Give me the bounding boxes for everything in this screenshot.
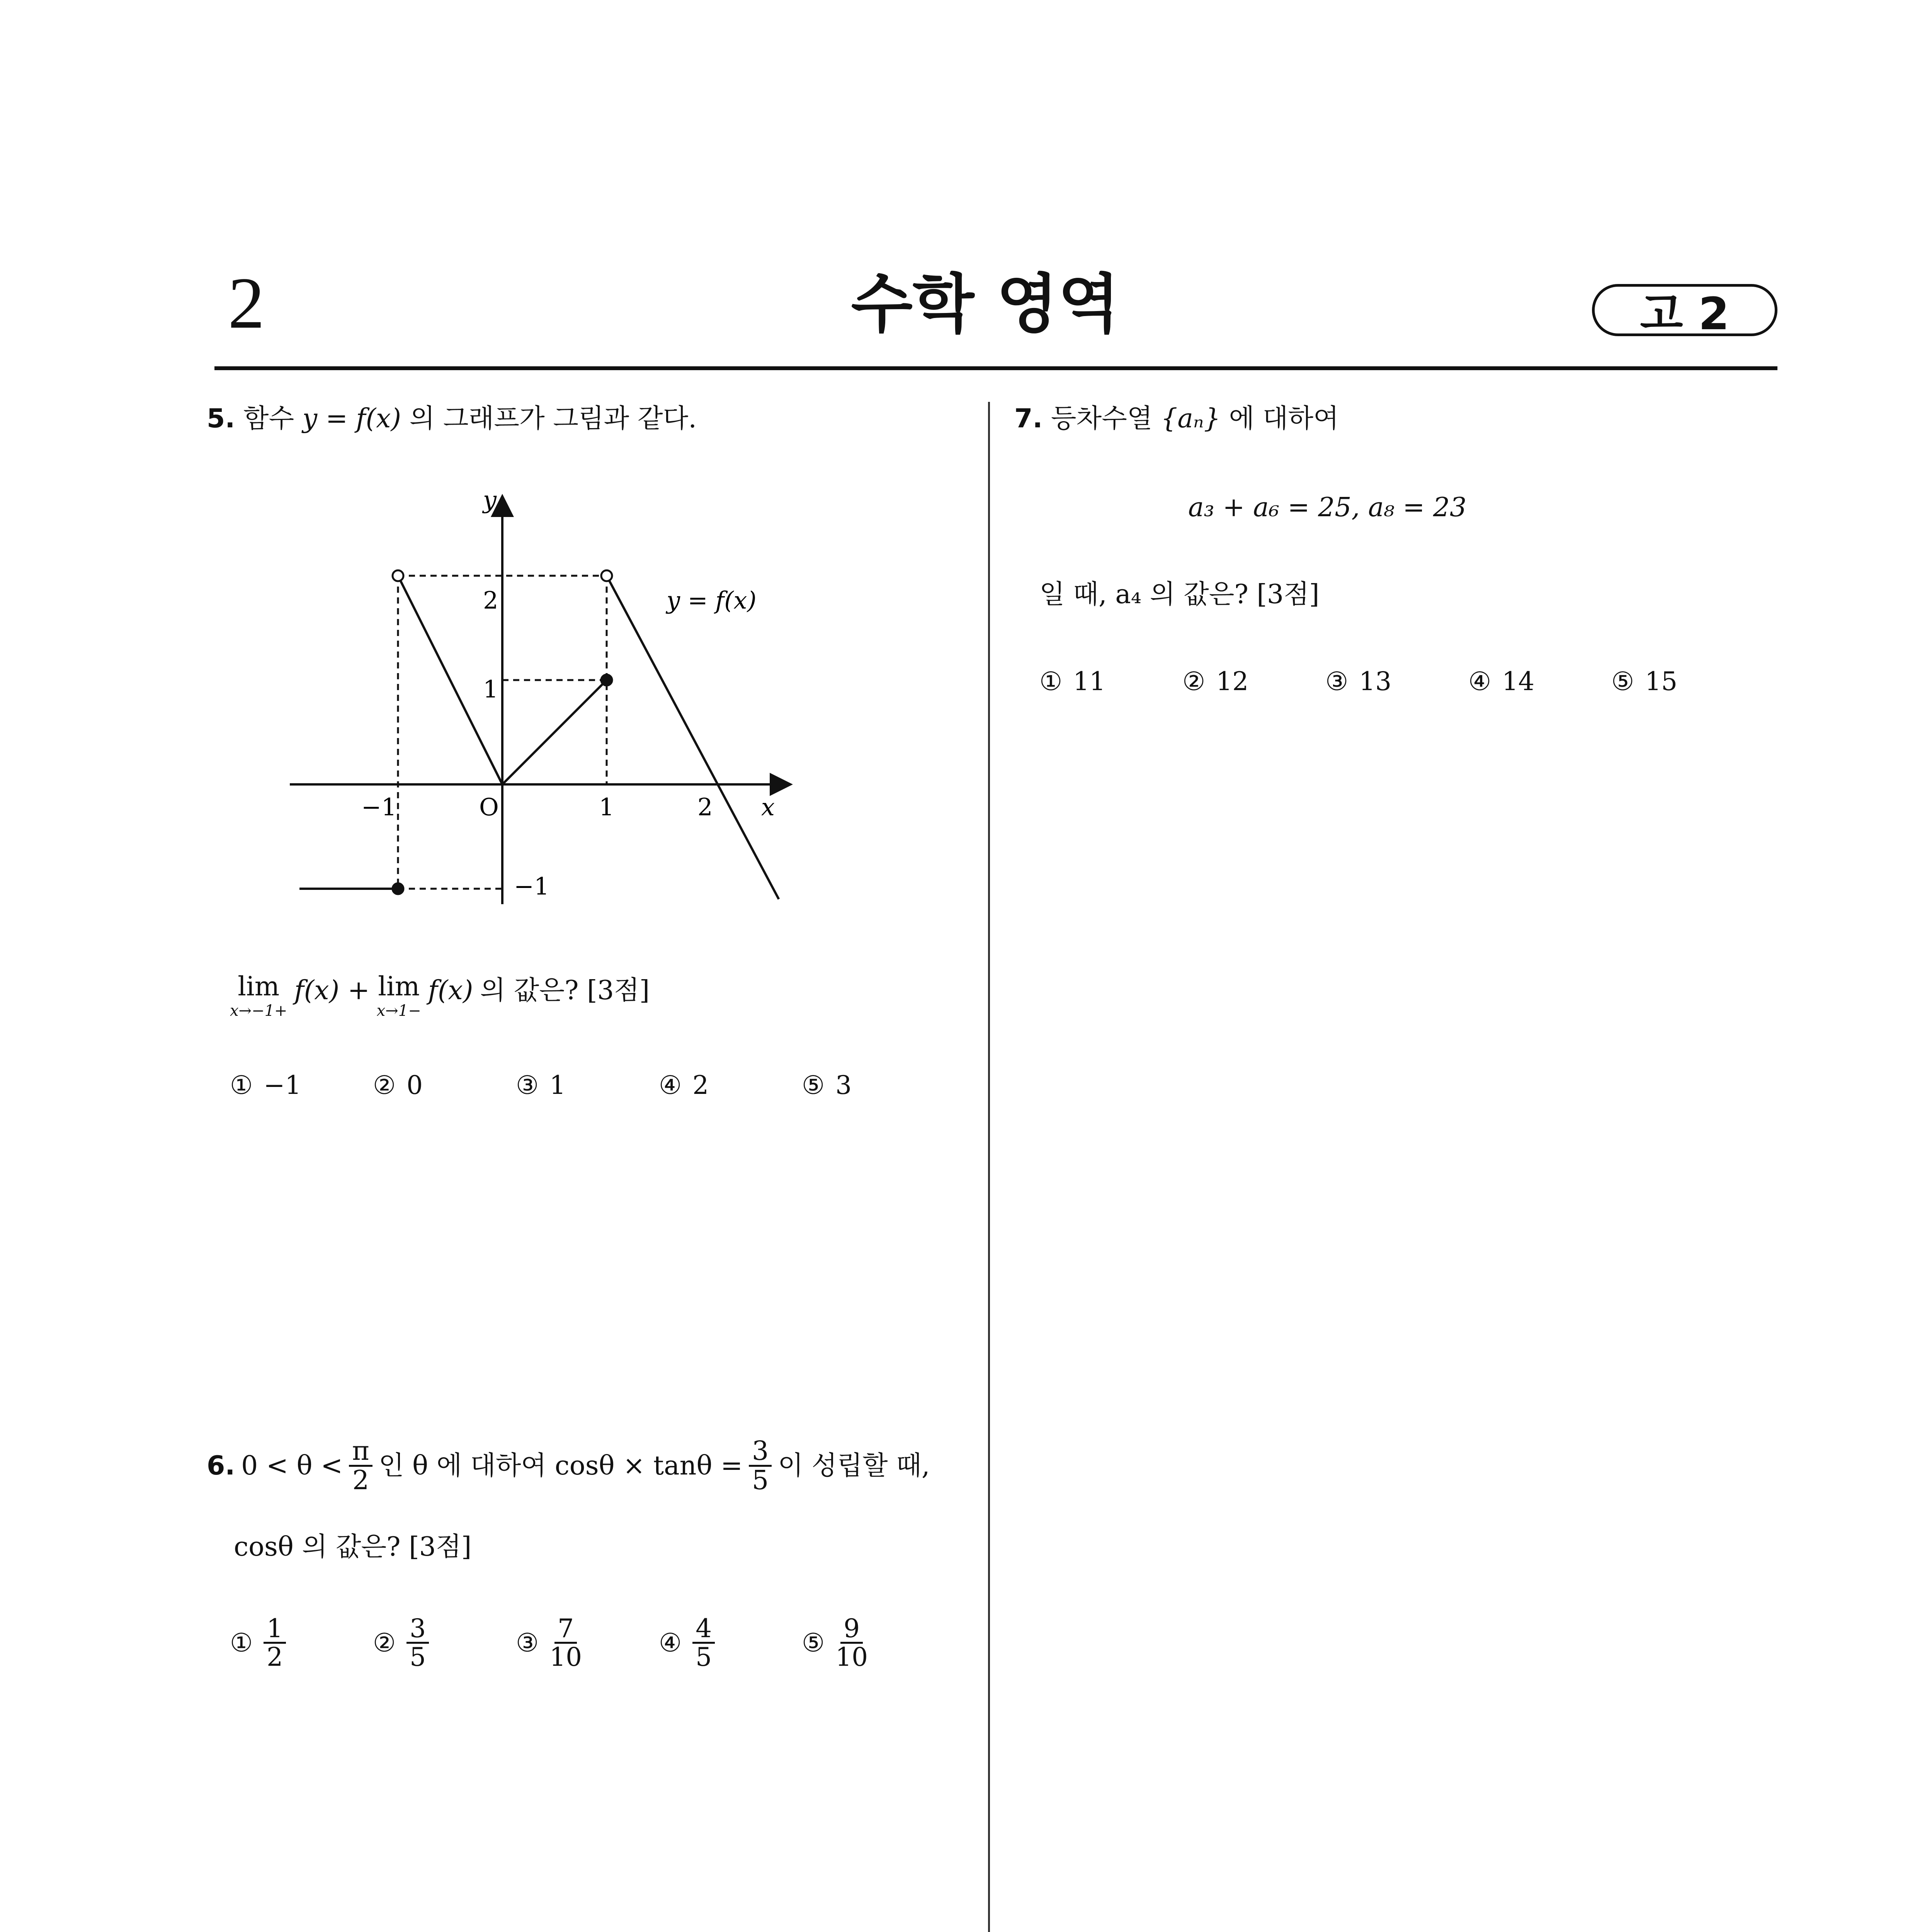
q5-lim-2-expr: f(x) [428, 975, 473, 1006]
q7-choice-1[interactable] [1039, 667, 1182, 696]
numerator: 1 [264, 1615, 286, 1644]
open-point [393, 570, 403, 581]
lim-word: lim [238, 971, 280, 1002]
denominator: 5 [410, 1642, 426, 1672]
denominator: 10 [549, 1642, 582, 1672]
q6-pi-fraction [349, 1437, 372, 1495]
q5-question: 의 값은? [3점] [480, 975, 650, 1006]
q7-equation: a₃ + a₆ = 25, a₈ = 23 [1188, 492, 1467, 523]
q5-lim-2 [376, 971, 421, 1020]
x-tick-label: −1 [361, 793, 397, 821]
choice-mark: ② [373, 1628, 396, 1658]
numerator: 3 [749, 1437, 772, 1467]
choice-mark: ③ [516, 1628, 539, 1658]
q6-choice-4[interactable] [659, 1615, 802, 1671]
choice-mark: ⑤ [802, 1628, 825, 1658]
q6-choice-2[interactable] [373, 1615, 516, 1671]
lim-subscript: x→−1+ [230, 1002, 287, 1020]
origin-label: O [479, 793, 499, 821]
choice-value: 11 [1073, 667, 1106, 696]
numerator: 4 [692, 1615, 715, 1644]
numerator: π [349, 1437, 372, 1467]
q5-lim-1 [230, 971, 287, 1020]
y-tick-label: 1 [483, 675, 498, 703]
q7-choice-4[interactable] [1468, 667, 1611, 696]
q7-prompt [1014, 402, 1339, 436]
q6-value-fraction [749, 1437, 772, 1495]
q7-text-after: 에 대하여 [1229, 403, 1339, 434]
q5-text-after: 의 그래프가 그림과 같다. [409, 403, 697, 434]
numerator: 9 [840, 1615, 863, 1644]
denominator: 10 [835, 1642, 868, 1672]
q7-number: 7. [1014, 403, 1043, 434]
q5-number: 5. [207, 403, 235, 434]
choice-value: 3 [835, 1070, 852, 1100]
denominator: 5 [752, 1465, 769, 1496]
q6-cond-start: 0 < θ < [241, 1450, 343, 1481]
q6-choice-5[interactable] [802, 1615, 945, 1671]
numerator: 7 [554, 1615, 577, 1644]
q5-limit-expression [230, 971, 650, 1020]
choice-mark: ① [230, 1070, 253, 1100]
q6-choice-1[interactable] [230, 1615, 373, 1671]
choice-value: 13 [1359, 667, 1392, 696]
q5-text-before: 함수 [243, 403, 294, 434]
q5-prompt [207, 402, 697, 436]
x-tick-label: 1 [599, 793, 614, 821]
x-axis-label: x [761, 793, 775, 821]
q5-choices [230, 1070, 945, 1100]
q7-choice-5[interactable] [1611, 667, 1754, 696]
q7-sequence: {aₙ} [1161, 403, 1221, 434]
y-tick-label: 2 [483, 586, 498, 614]
choice-value: 2 [692, 1070, 709, 1100]
choice-mark: ③ [516, 1070, 539, 1100]
q6-cond-end: 이 성립할 때, [778, 1450, 930, 1481]
column-divider [988, 402, 990, 1932]
numerator: 3 [406, 1615, 429, 1644]
choice-mark: ④ [1468, 667, 1492, 696]
q5-choice-1[interactable] [230, 1070, 373, 1100]
q7-question: 일 때, a₄ 의 값은? [3점] [1039, 579, 1320, 610]
q6-choices [230, 1615, 945, 1671]
q5-choice-3[interactable] [516, 1070, 659, 1100]
q6-prompt [207, 1437, 930, 1495]
y-tick-label: −1 [514, 872, 549, 900]
q7-choice-3[interactable] [1325, 667, 1468, 696]
q7-text-before: 등차수열 [1051, 403, 1153, 434]
q6-question: cosθ 의 값은? [3점] [234, 1532, 472, 1562]
graph-segment [607, 576, 779, 899]
choice-value: 14 [1502, 667, 1535, 696]
grade-badge: 고 2 [1592, 284, 1777, 336]
closed-point [601, 675, 612, 685]
q5-graph [282, 475, 815, 920]
y-axis-label: y [483, 486, 497, 514]
choice-mark: ④ [659, 1070, 682, 1100]
q6-cond-mid: 인 θ 에 대하여 cosθ × tanθ = [378, 1450, 743, 1481]
q5-function: y = f(x) [302, 403, 401, 434]
choice-value: 0 [406, 1070, 423, 1100]
graph-segment [502, 680, 607, 784]
q5-choice-4[interactable] [659, 1070, 802, 1100]
q5-choice-2[interactable] [373, 1070, 516, 1100]
choice-value: 1 [549, 1070, 566, 1100]
choice-value: 15 [1645, 667, 1678, 696]
choice-value: 12 [1216, 667, 1249, 696]
denominator: 2 [267, 1642, 283, 1672]
choice-mark: ⑤ [802, 1070, 825, 1100]
choice-mark: ① [1039, 667, 1063, 696]
q6-number: 6. [207, 1450, 235, 1481]
curve-label: y = f(x) [667, 586, 757, 614]
denominator: 2 [352, 1465, 369, 1496]
q5-lim-1-expr: f(x) + [294, 975, 370, 1006]
page-number: 2 [228, 263, 265, 344]
header-rule [214, 366, 1777, 370]
choice-mark: ① [230, 1628, 253, 1658]
q7-choice-2[interactable] [1182, 667, 1325, 696]
denominator: 5 [696, 1642, 712, 1672]
choice-mark: ③ [1325, 667, 1349, 696]
q6-choice-3[interactable] [516, 1615, 659, 1671]
choice-value: −1 [264, 1070, 301, 1100]
choice-mark: ⑤ [1611, 667, 1634, 696]
q5-choice-5[interactable] [802, 1070, 945, 1100]
subject-title: 수학 영역 [851, 267, 1120, 341]
open-point [601, 570, 612, 581]
choice-mark: ② [1182, 667, 1206, 696]
q7-choices [1039, 667, 1754, 696]
choice-mark: ④ [659, 1628, 682, 1658]
x-tick-label: 2 [697, 793, 713, 821]
closed-point [393, 883, 403, 894]
choice-mark: ② [373, 1070, 396, 1100]
lim-word: lim [378, 971, 420, 1002]
lim-subscript: x→1− [376, 1002, 421, 1020]
